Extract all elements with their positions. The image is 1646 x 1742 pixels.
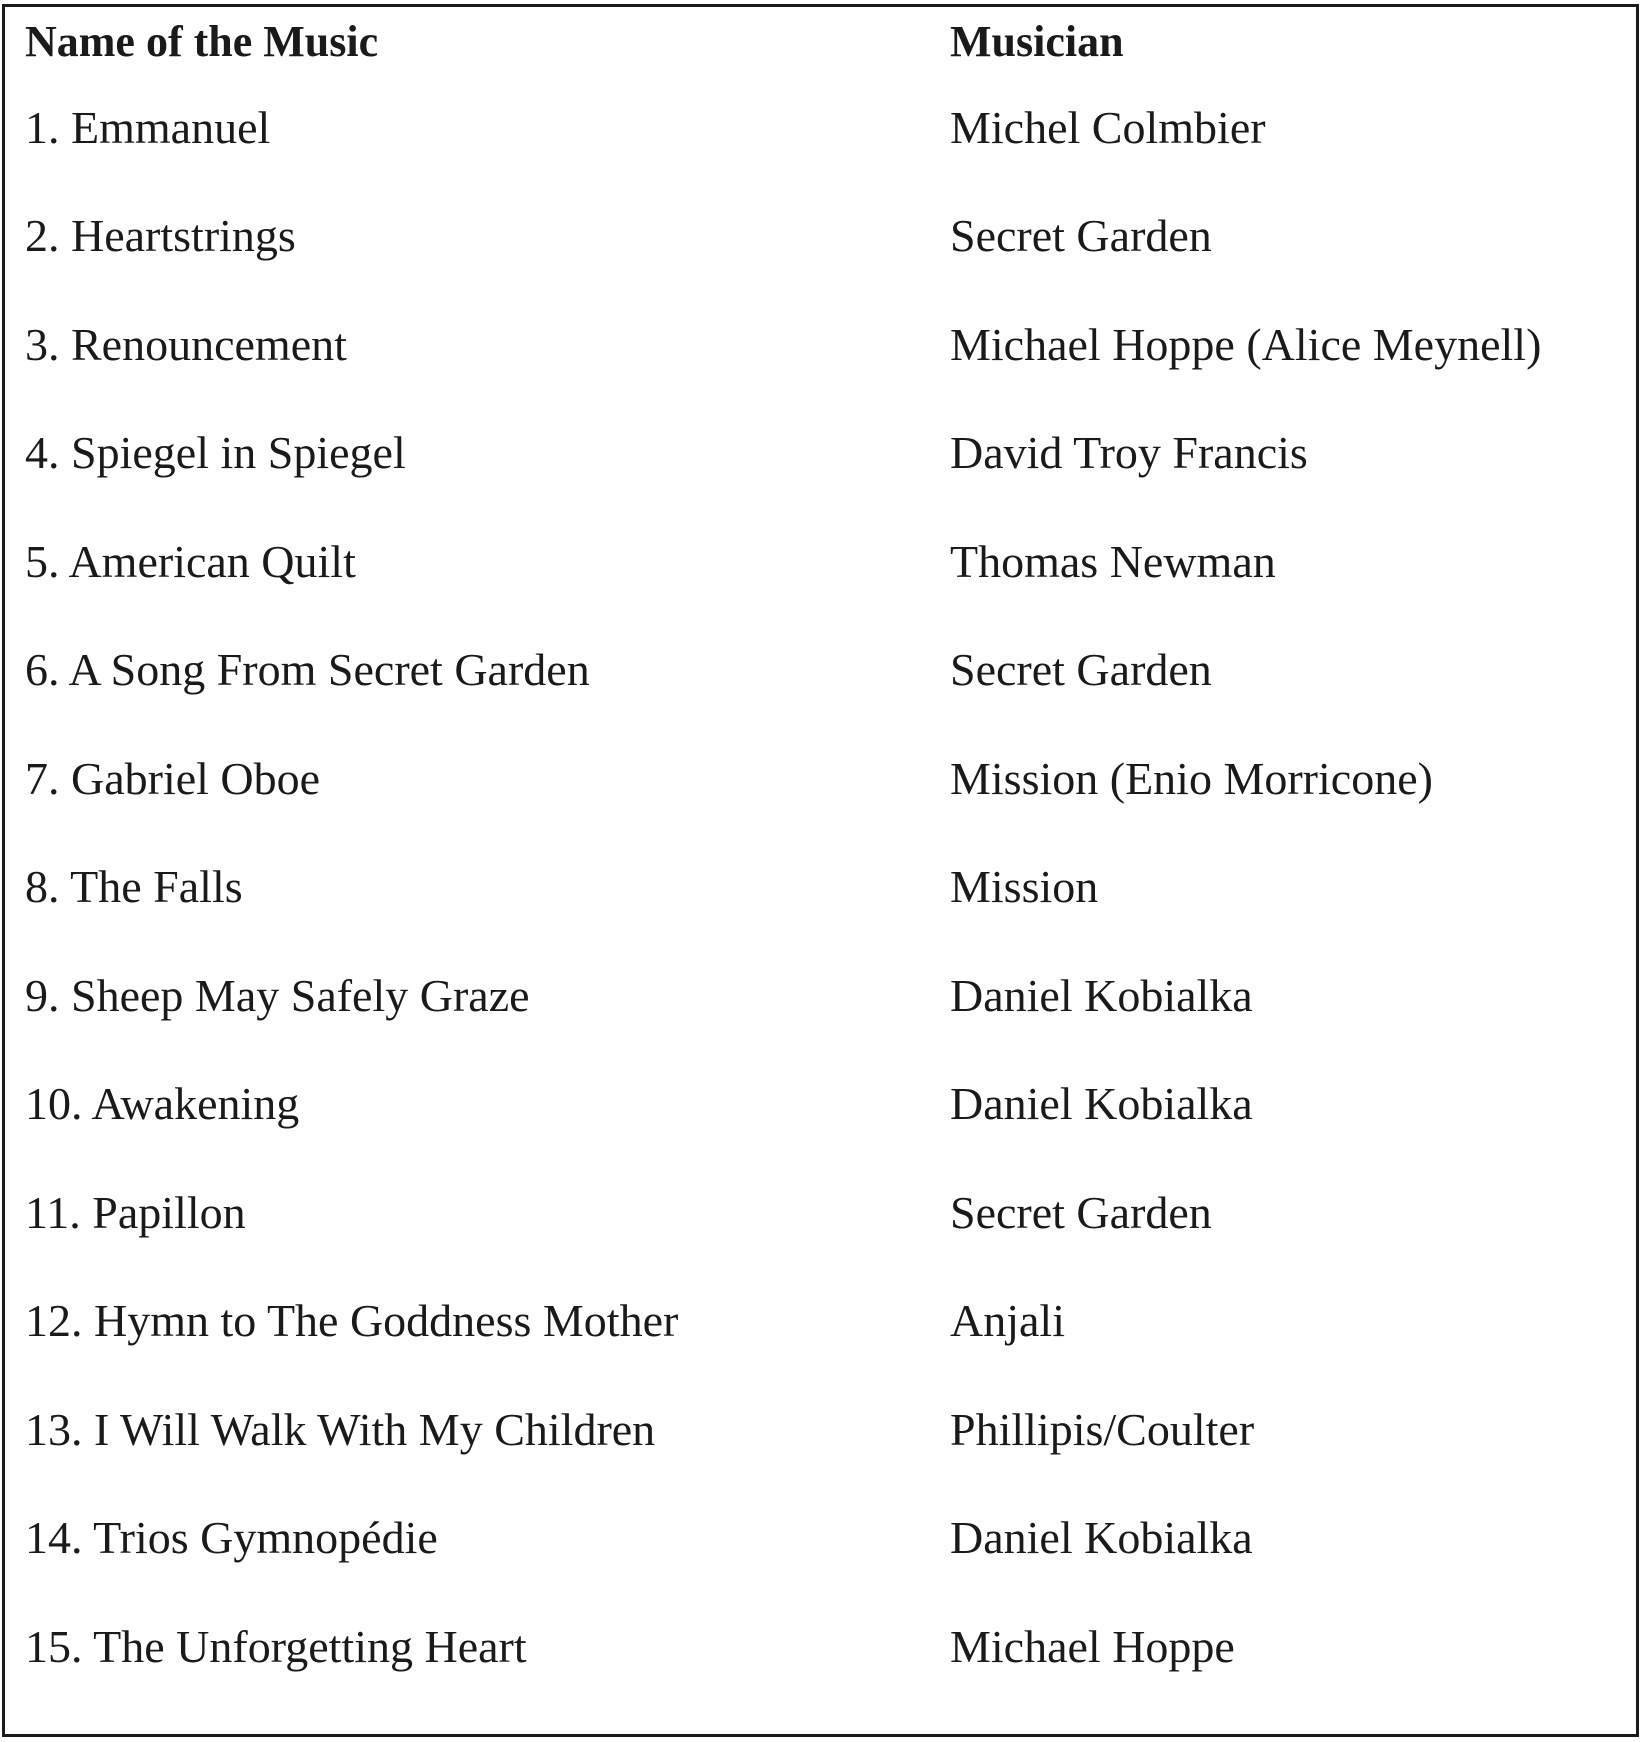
- musician-cell: Mission (Enio Morricone): [950, 752, 1433, 804]
- table-row: [25, 1267, 1625, 1376]
- music-name-cell: 12. Hymn to The Goddness Mother: [25, 1295, 679, 1347]
- music-name-cell: 15. The Unforgetting Heart: [25, 1620, 527, 1672]
- table-row: [25, 941, 1625, 1050]
- music-name-cell: 7. Gabriel Oboe: [25, 752, 321, 804]
- music-name-cell: 13. I Will Walk With My Children: [25, 1403, 656, 1455]
- musician-cell: Thomas Newman: [950, 535, 1276, 587]
- musician-cell: Anjali: [950, 1295, 1065, 1347]
- table-row: [25, 182, 1625, 291]
- table-row: [25, 616, 1625, 725]
- musician-cell: Michael Hoppe: [950, 1620, 1235, 1672]
- music-name-cell: 2. Heartstrings: [25, 210, 296, 262]
- music-name-cell: 4. Spiegel in Spiegel: [25, 427, 406, 479]
- table-row: [25, 1158, 1625, 1267]
- music-name-cell: 8. The Falls: [25, 861, 243, 913]
- music-name-cell: 5. American Quilt: [25, 535, 356, 587]
- musician-cell: Secret Garden: [950, 1186, 1212, 1238]
- table-body: [25, 73, 1625, 1701]
- musician-cell: Daniel Kobialka: [950, 1512, 1253, 1564]
- table-row: [25, 1375, 1625, 1484]
- table-row: [25, 399, 1625, 508]
- table-row: [25, 833, 1625, 942]
- music-table: [25, 7, 1625, 1701]
- table-row: [25, 724, 1625, 833]
- music-name-cell: 6. A Song From Secret Garden: [25, 644, 590, 696]
- musician-cell: Daniel Kobialka: [950, 969, 1253, 1021]
- table-row: [25, 507, 1625, 616]
- header-musician: Musician: [950, 16, 1124, 66]
- music-name-cell: 9. Sheep May Safely Graze: [25, 969, 530, 1021]
- musician-cell: Secret Garden: [950, 644, 1212, 696]
- musician-cell: Michael Hoppe (Alice Meynell): [950, 318, 1542, 370]
- music-name-cell: 14. Trios Gymnopédie: [25, 1512, 438, 1564]
- musician-cell: Mission: [950, 861, 1099, 913]
- header-name-of-music: Name of the Music: [25, 16, 379, 66]
- table-frame: [2, 4, 1639, 1737]
- musician-cell: Phillipis/Coulter: [950, 1403, 1255, 1455]
- musician-cell: David Troy Francis: [950, 427, 1308, 479]
- music-name-cell: 10. Awakening: [25, 1078, 300, 1130]
- musician-cell: Daniel Kobialka: [950, 1078, 1253, 1130]
- music-name-cell: 1. Emmanuel: [25, 101, 271, 153]
- musician-cell: Secret Garden: [950, 210, 1212, 262]
- table-row: [25, 73, 1625, 182]
- table-row: [25, 1050, 1625, 1159]
- table-row: [25, 290, 1625, 399]
- header-row: [25, 7, 1625, 73]
- music-name-cell: 11. Papillon: [25, 1186, 246, 1238]
- table-row: [25, 1592, 1625, 1701]
- music-name-cell: 3. Renouncement: [25, 318, 347, 370]
- musician-cell: Michel Colmbier: [950, 101, 1266, 153]
- table-row: [25, 1484, 1625, 1593]
